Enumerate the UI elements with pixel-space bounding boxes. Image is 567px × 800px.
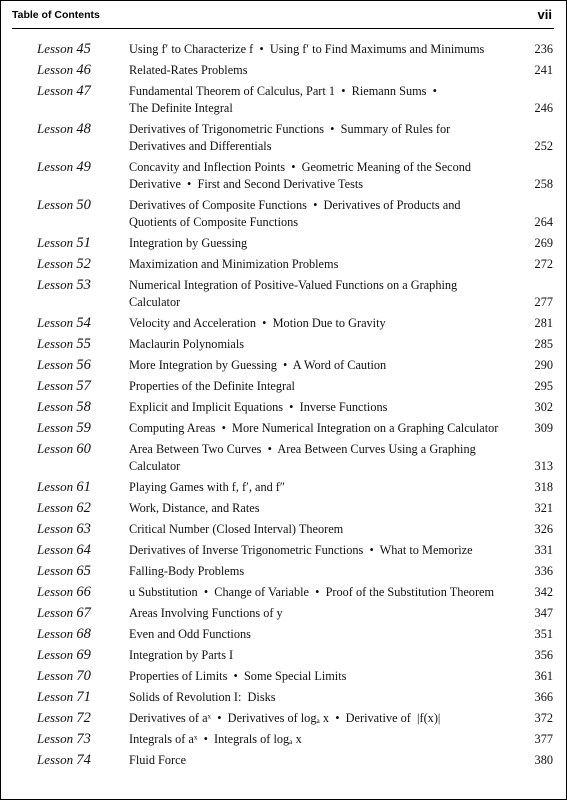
lesson-number: 72 [76, 710, 91, 726]
page-number: 377 [534, 732, 553, 746]
toc-entry[interactable] [1, 61, 567, 78]
lesson-label [37, 255, 91, 273]
page-number: 366 [534, 690, 553, 704]
lesson-title [129, 420, 514, 437]
lesson-title-line: Numerical Integration of Positive-Valued Functions on a Graphing [129, 278, 458, 292]
lesson-title [129, 647, 514, 664]
lesson-title-line: Even and Odd Functions [129, 627, 251, 641]
lesson-number: 52 [76, 256, 91, 272]
lesson-label [37, 478, 91, 496]
lesson-word: Lesson [37, 256, 74, 271]
lesson-title-line: Calculator [129, 459, 181, 473]
lesson-word: Lesson [37, 121, 74, 136]
lesson-number: 71 [76, 689, 91, 705]
lesson-word: Lesson [37, 752, 74, 767]
page-number: 351 [534, 627, 553, 641]
lesson-label [37, 314, 91, 332]
page-number: 281 [534, 316, 553, 330]
lesson-title-line: Solids of Revolution I: Disks [129, 690, 276, 704]
lesson-number: 59 [76, 420, 91, 436]
toc-entry[interactable] [1, 709, 567, 726]
lesson-word: Lesson [37, 563, 74, 578]
lesson-title [129, 235, 514, 252]
toc-entry[interactable] [1, 419, 567, 436]
lesson-label [37, 234, 91, 252]
lesson-title [129, 83, 514, 117]
lesson-title [129, 441, 514, 475]
header-rule [12, 28, 554, 29]
page-number: 252 [534, 139, 553, 153]
lesson-number: 47 [76, 83, 91, 99]
lesson-title [129, 479, 514, 496]
page-number: 318 [534, 480, 553, 494]
lesson-title [129, 563, 514, 580]
lesson-title [129, 378, 514, 395]
page-number: 290 [534, 358, 553, 372]
lesson-word: Lesson [37, 357, 74, 372]
toc-entry[interactable] [1, 730, 567, 747]
lesson-title [129, 315, 514, 332]
lesson-word: Lesson [37, 159, 74, 174]
lesson-number: 49 [76, 159, 91, 175]
lesson-number: 70 [76, 668, 91, 684]
lesson-title [129, 357, 514, 374]
lesson-title-line: Derivatives and Differentials [129, 139, 272, 153]
toc-entry[interactable] [1, 604, 567, 621]
page-number: 313 [534, 459, 553, 473]
toc-entry[interactable] [1, 234, 567, 251]
lesson-number: 73 [76, 731, 91, 747]
lesson-word: Lesson [37, 479, 74, 494]
lesson-word: Lesson [37, 521, 74, 536]
lesson-word: Lesson [37, 62, 74, 77]
lesson-title [129, 256, 514, 273]
lesson-word: Lesson [37, 41, 74, 56]
lesson-title [129, 336, 514, 353]
lesson-label [37, 276, 91, 294]
toc-entry[interactable] [1, 440, 567, 474]
page-number: 258 [534, 177, 553, 191]
lesson-number: 56 [76, 357, 91, 373]
toc-entry[interactable] [1, 688, 567, 705]
lesson-word: Lesson [37, 420, 74, 435]
toc-entry[interactable] [1, 276, 567, 310]
page-number: 372 [534, 711, 553, 725]
lesson-word: Lesson [37, 441, 74, 456]
lesson-word: Lesson [37, 197, 74, 212]
toc-entry[interactable] [1, 40, 567, 57]
lesson-title-line: Concavity and Inflection Points • Geometric Meaning of the Second [129, 160, 472, 174]
lesson-word: Lesson [37, 542, 74, 557]
page-number: 380 [534, 753, 553, 767]
page-header [12, 9, 552, 25]
lesson-number: 54 [76, 315, 91, 331]
toc-entry[interactable] [1, 158, 567, 192]
lesson-title-line: Calculator [129, 295, 181, 309]
lesson-title-line: Work, Distance, and Rates [129, 501, 260, 515]
page-number: 321 [534, 501, 553, 515]
lesson-word: Lesson [37, 378, 74, 393]
toc-entry[interactable] [1, 520, 567, 537]
lesson-label [37, 335, 91, 353]
lesson-title-line: Maclaurin Polynomials [129, 337, 245, 351]
lesson-number: 50 [76, 197, 91, 213]
lesson-number: 67 [76, 605, 91, 621]
lesson-label [37, 583, 91, 601]
toc-entry[interactable] [1, 562, 567, 579]
lesson-label [37, 82, 91, 100]
lesson-word: Lesson [37, 235, 74, 250]
lesson-title-line: Computing Areas • More Numerical Integration on a Graphing Calculator [129, 421, 499, 435]
lesson-title-line: Derivative • First and Second Derivative Tests [129, 177, 364, 191]
lesson-title [129, 197, 514, 231]
lesson-title [129, 668, 514, 685]
page-number: 277 [534, 295, 553, 309]
lesson-label [37, 709, 91, 727]
lesson-number: 57 [76, 378, 91, 394]
lesson-number: 53 [76, 277, 91, 293]
lesson-title-line: Derivatives of aˣ • Derivatives of logₐ x • Derivative of |f(x)| [129, 711, 441, 725]
lesson-number: 58 [76, 399, 91, 415]
lesson-title-line: Integration by Guessing [129, 236, 248, 250]
lesson-title-line: Critical Number (Closed Interval) Theorem [129, 522, 344, 536]
lesson-title-line: Properties of the Definite Integral [129, 379, 295, 393]
toc-entry[interactable] [1, 751, 567, 768]
lesson-title-line: Fluid Force [129, 753, 187, 767]
lesson-title [129, 399, 514, 416]
lesson-title [129, 731, 514, 748]
lesson-title-line: Using f′ to Characterize f • Using f′ to Find Maximums and Minimums [129, 42, 485, 56]
lesson-word: Lesson [37, 315, 74, 330]
lesson-word: Lesson [37, 500, 74, 515]
page-number: 264 [534, 215, 553, 229]
toc-entry[interactable] [1, 196, 567, 230]
toc-entry[interactable] [1, 82, 567, 116]
lesson-title-line: The Definite Integral [129, 101, 233, 115]
lesson-title-line: Derivatives of Trigonometric Functions • Summary of Rules for [129, 122, 451, 136]
page-number: 342 [534, 585, 553, 599]
lesson-label [37, 356, 91, 374]
lesson-label [37, 667, 91, 685]
lesson-label [37, 562, 91, 580]
lesson-title [129, 62, 514, 79]
lesson-title-line: Maximization and Minimization Problems [129, 257, 339, 271]
lesson-number: 55 [76, 336, 91, 352]
page-number: 302 [534, 400, 553, 414]
lesson-label [37, 541, 91, 559]
lesson-label [37, 499, 91, 517]
lesson-number: 48 [76, 121, 91, 137]
page-number: 236 [534, 42, 553, 56]
lesson-word: Lesson [37, 399, 74, 414]
lesson-number: 63 [76, 521, 91, 537]
lesson-label [37, 419, 91, 437]
lesson-title-line: More Integration by Guessing • A Word of Caution [129, 358, 387, 372]
lesson-title-line: Areas Involving Functions of y [129, 606, 283, 620]
header-page-number: vii [537, 7, 552, 22]
lesson-number: 65 [76, 563, 91, 579]
lesson-label [37, 646, 91, 664]
lesson-label [37, 196, 91, 214]
toc-entry[interactable] [1, 625, 567, 642]
lesson-title [129, 521, 514, 538]
lesson-word: Lesson [37, 668, 74, 683]
page-number: 269 [534, 236, 553, 250]
lesson-title-line: Area Between Two Curves • Area Between Curves Using a Graphing [129, 442, 476, 456]
lesson-title [129, 121, 514, 155]
lesson-title [129, 500, 514, 517]
lesson-title [129, 689, 514, 706]
lesson-label [37, 158, 91, 176]
lesson-label [37, 730, 91, 748]
lesson-number: 46 [76, 62, 91, 78]
lesson-title-line: Velocity and Acceleration • Motion Due to Gravity [129, 316, 386, 330]
lesson-word: Lesson [37, 731, 74, 746]
lesson-label [37, 377, 91, 395]
lesson-word: Lesson [37, 689, 74, 704]
lesson-title [129, 41, 514, 58]
lesson-label [37, 61, 91, 79]
lesson-title [129, 626, 514, 643]
lesson-title [129, 277, 514, 311]
lesson-label [37, 625, 91, 643]
lesson-word: Lesson [37, 626, 74, 641]
page-number: 272 [534, 257, 553, 271]
lesson-label [37, 520, 91, 538]
lesson-number: 66 [76, 584, 91, 600]
page-number: 246 [534, 101, 553, 115]
page-number: 326 [534, 522, 553, 536]
lesson-word: Lesson [37, 336, 74, 351]
lesson-number: 51 [76, 235, 91, 251]
lesson-word: Lesson [37, 584, 74, 599]
lesson-word: Lesson [37, 83, 74, 98]
page-number: 356 [534, 648, 553, 662]
toc-entry[interactable] [1, 314, 567, 331]
lesson-title-line: Integration by Parts I [129, 648, 234, 662]
lesson-title [129, 584, 514, 601]
lesson-number: 62 [76, 500, 91, 516]
toc-entry[interactable] [1, 356, 567, 373]
toc-entry[interactable] [1, 646, 567, 663]
lesson-title-line: Fundamental Theorem of Calculus, Part 1 • Riemann Sums • [129, 84, 437, 98]
lesson-title-line: Quotients of Composite Functions [129, 215, 299, 229]
toc-entry[interactable] [1, 478, 567, 495]
toc-entry[interactable] [1, 499, 567, 516]
lesson-title [129, 605, 514, 622]
toc-entry[interactable] [1, 398, 567, 415]
page-number: 361 [534, 669, 553, 683]
page-number: 347 [534, 606, 553, 620]
lesson-title-line: Derivatives of Composite Functions • Derivatives of Products and [129, 198, 461, 212]
lesson-title-line: Integrals of aˣ • Integrals of logₐ x [129, 732, 302, 746]
lesson-label [37, 440, 91, 458]
lesson-title-line: Properties of Limits • Some Special Limits [129, 669, 347, 683]
lesson-title-line: Derivatives of Inverse Trigonometric Functions • What to Memorize [129, 543, 473, 557]
lesson-label [37, 751, 91, 769]
lesson-title-line: Falling-Body Problems [129, 564, 245, 578]
lesson-number: 68 [76, 626, 91, 642]
page-number: 336 [534, 564, 553, 578]
lesson-title-line: Related-Rates Problems [129, 63, 248, 77]
lesson-title-line: Playing Games with f, f′, and f″ [129, 480, 286, 494]
lesson-number: 61 [76, 479, 91, 495]
page-number: 295 [534, 379, 553, 393]
page-number: 331 [534, 543, 553, 557]
lesson-title [129, 710, 514, 727]
lesson-title-line: Explicit and Implicit Equations • Inverse Functions [129, 400, 388, 414]
lesson-title [129, 159, 514, 193]
lesson-title-line: u Substitution • Change of Variable • Proof of the Substitution Theorem [129, 585, 495, 599]
lesson-word: Lesson [37, 277, 74, 292]
lesson-word: Lesson [37, 710, 74, 725]
lesson-title [129, 542, 514, 559]
toc-entry[interactable] [1, 255, 567, 272]
toc-entry[interactable] [1, 335, 567, 352]
toc-entry[interactable] [1, 583, 567, 600]
lesson-number: 74 [76, 752, 91, 768]
page-number: 241 [534, 63, 553, 77]
lesson-label [37, 604, 91, 622]
lesson-number: 45 [76, 41, 91, 57]
lesson-label [37, 688, 91, 706]
lesson-label [37, 398, 91, 416]
header-title: Table of Contents [12, 9, 100, 21]
toc-entry[interactable] [1, 541, 567, 558]
toc-entry[interactable] [1, 120, 567, 154]
toc-entry[interactable] [1, 667, 567, 684]
page-number: 309 [534, 421, 553, 435]
lesson-word: Lesson [37, 605, 74, 620]
lesson-label [37, 40, 91, 58]
lesson-label [37, 120, 91, 138]
lesson-word: Lesson [37, 647, 74, 662]
toc-entry[interactable] [1, 377, 567, 394]
lesson-number: 64 [76, 542, 91, 558]
page-number: 285 [534, 337, 553, 351]
lesson-number: 69 [76, 647, 91, 663]
lesson-number: 60 [76, 441, 91, 457]
lesson-title [129, 752, 514, 769]
